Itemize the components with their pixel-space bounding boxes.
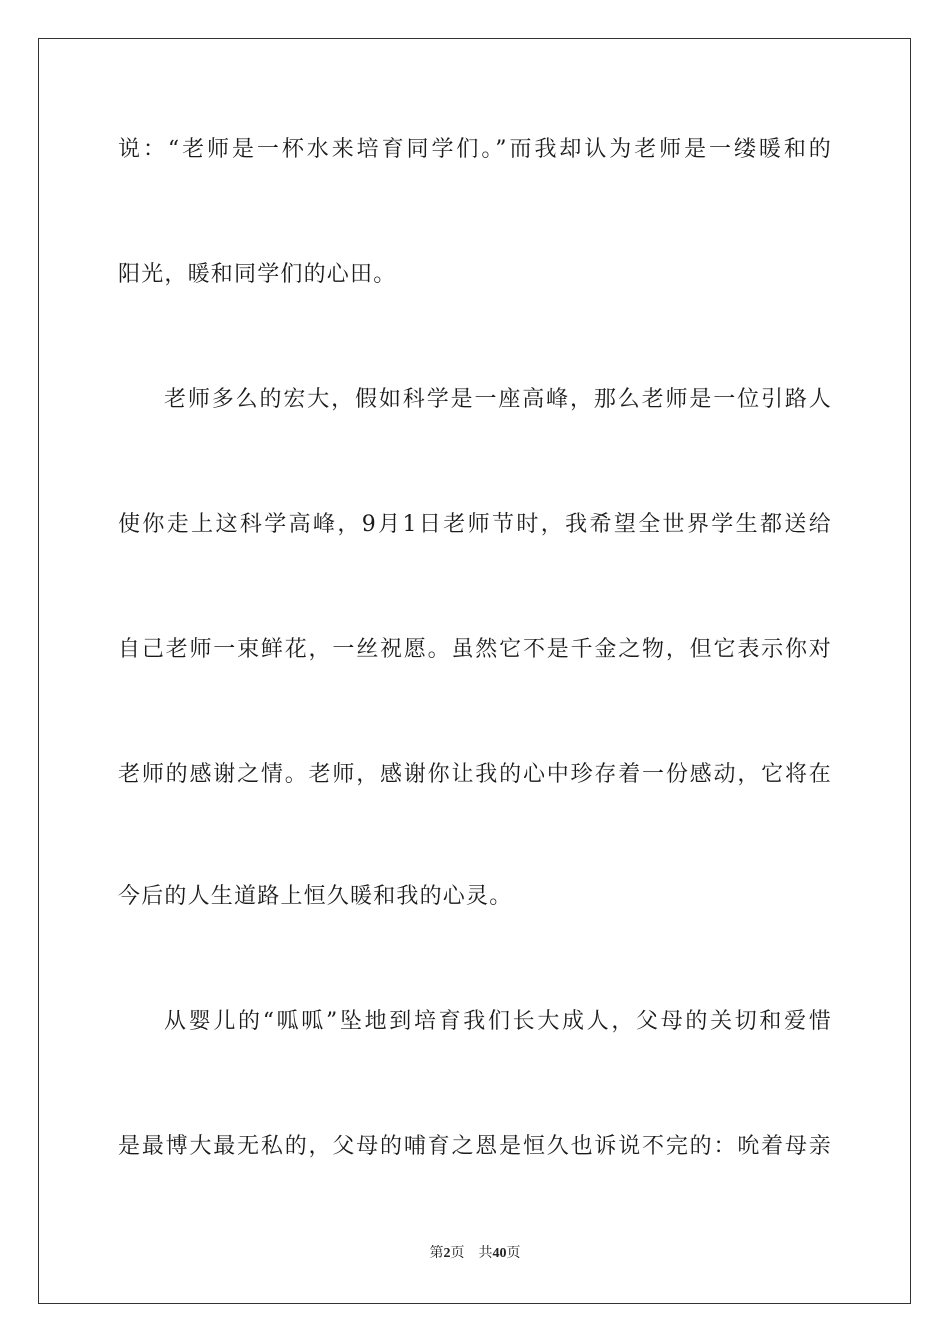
text-line-7: 今后的人生道路上恒久暖和我的心灵。 [118, 884, 513, 909]
page-footer [0, 1244, 950, 1264]
total-suffix: 页 [506, 1246, 521, 1261]
text-line-2: 阳光，暖和同学们的心田。 [118, 262, 397, 287]
text-line-8: 从婴儿的“呱呱”坠地到培育我们长大成人，父母的关切和爱惜 [164, 1009, 832, 1034]
page-border [38, 38, 911, 1304]
total-pages: 40 [492, 1246, 507, 1261]
page-number: 2 [443, 1246, 451, 1261]
text-line-9: 是最博大最无私的，父母的哺育之恩是恒久也诉说不完的：吮着母亲 [118, 1134, 832, 1159]
text-line-6: 老师的感谢之情。老师，感谢你让我的心中珍存着一份感动，它将在 [118, 762, 832, 787]
page-suffix: 页 [450, 1246, 465, 1261]
text-line-5: 自己老师一束鲜花，一丝祝愿。虽然它不是千金之物，但它表示你对 [118, 637, 832, 662]
page-prefix: 第 [429, 1246, 444, 1261]
text-line-3: 老师多么的宏大，假如科学是一座高峰，那么老师是一位引路人 [164, 387, 832, 412]
total-prefix: 共 [478, 1246, 493, 1261]
text-line-1: 说：“老师是一杯水来培育同学们。”而我却认为老师是一缕暖和的 [118, 137, 832, 162]
text-line-4: 使你走上这科学高峰，9月1日老师节时，我希望全世界学生都送给 [118, 512, 832, 537]
